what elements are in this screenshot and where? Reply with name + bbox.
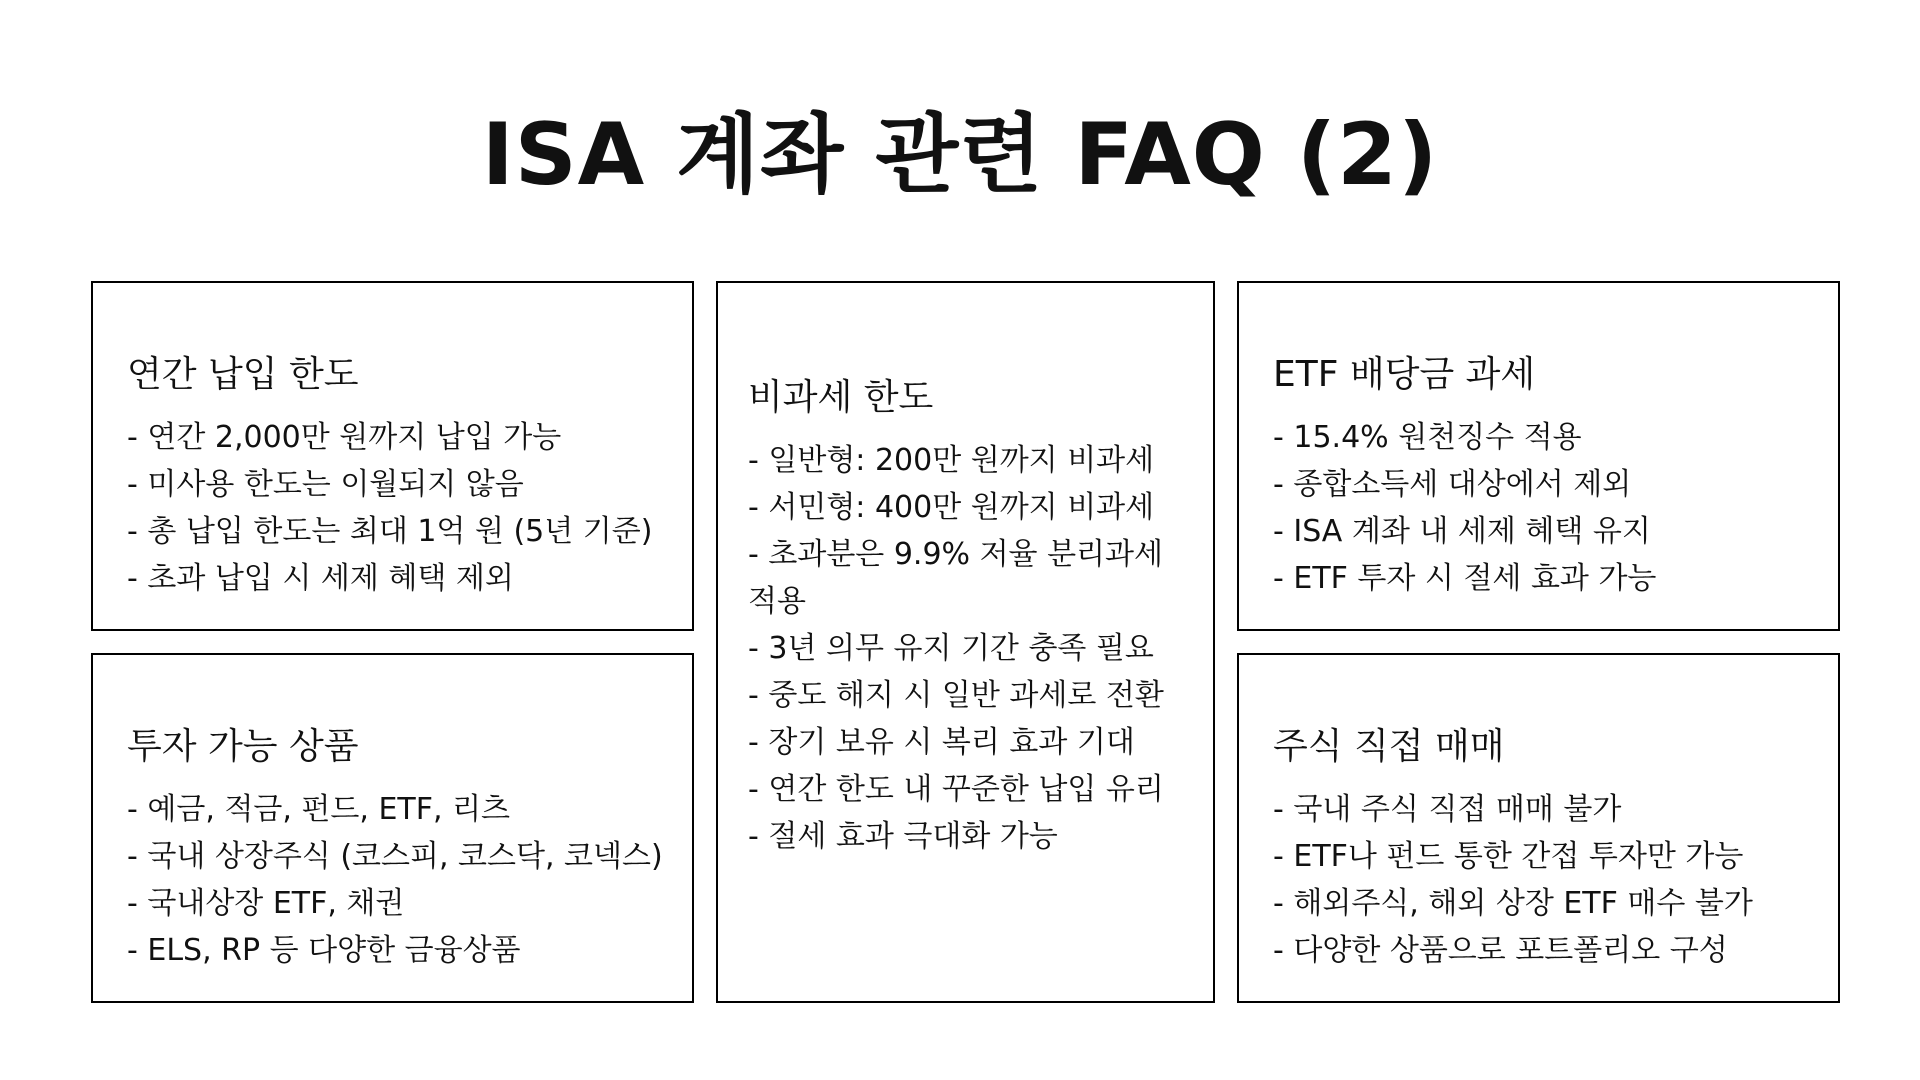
list-item: - 해외주식, 해외 상장 ETF 매수 불가 — [1273, 886, 1753, 921]
list-item: - 다양한 상품으로 포트폴리오 구성 — [1273, 933, 1728, 968]
list-item: - ISA 계좌 내 세제 혜택 유지 — [1273, 514, 1651, 549]
faq-card-tax-free — [716, 281, 1215, 1003]
card-list — [1273, 414, 1818, 602]
list-item: - 국내 주식 직접 매매 불가 — [1273, 792, 1622, 827]
card-heading: 주식 직접 매매 — [1273, 726, 1505, 767]
card-list — [127, 414, 672, 602]
card-heading: ETF 배당금 과세 — [1273, 354, 1536, 395]
list-item: - 국내상장 ETF, 채권 — [127, 886, 405, 921]
list-item: - 절세 효과 극대화 가능 — [748, 819, 1058, 854]
list-item: - 장기 보유 시 복리 효과 기대 — [748, 725, 1135, 760]
list-item: - 초과분은 9.9% 저율 분리과세 적용 — [748, 537, 1163, 619]
faq-card-products — [91, 653, 694, 1003]
card-heading: 비과세 한도 — [748, 377, 934, 418]
card-heading: 투자 가능 상품 — [127, 726, 359, 767]
page-title: ISA 계좌 관련 FAQ (2) — [481, 105, 1439, 205]
faq-card-etf-dividend — [1237, 281, 1840, 631]
faq-card-direct-trade — [1237, 653, 1840, 1003]
list-item: - 3년 의무 유지 기간 충족 필요 — [748, 631, 1154, 666]
list-item: - 국내 상장주식 (코스피, 코스닥, 코넥스) — [127, 839, 663, 874]
list-item: - ETF나 펀드 통한 간접 투자만 가능 — [1273, 839, 1744, 874]
list-item: - 연간 2,000만 원까지 납입 가능 — [127, 420, 562, 455]
list-item: - 서민형: 400만 원까지 비과세 — [748, 490, 1155, 525]
list-item: - 종합소득세 대상에서 제외 — [1273, 467, 1632, 502]
list-item: - ELS, RP 등 다양한 금융상품 — [127, 933, 521, 968]
list-item: - 미사용 한도는 이월되지 않음 — [127, 467, 524, 502]
list-item: - 연간 한도 내 꾸준한 납입 유리 — [748, 772, 1164, 807]
list-item: - 초과 납입 시 세제 혜택 제외 — [127, 561, 514, 596]
list-item: - 총 납입 한도는 최대 1억 원 (5년 기준) — [127, 514, 653, 549]
list-item: - 예금, 적금, 펀드, ETF, 리츠 — [127, 792, 511, 827]
card-list — [748, 437, 1193, 860]
list-item: - 일반형: 200만 원까지 비과세 — [748, 443, 1155, 478]
list-item: - ETF 투자 시 절세 효과 가능 — [1273, 561, 1657, 596]
card-heading: 연간 납입 한도 — [127, 354, 359, 395]
list-item: - 중도 해지 시 일반 과세로 전환 — [748, 678, 1164, 713]
faq-card-annual-limit — [91, 281, 694, 631]
card-list — [1273, 786, 1818, 974]
card-list — [127, 786, 672, 974]
list-item: - 15.4% 원천징수 적용 — [1273, 420, 1582, 455]
